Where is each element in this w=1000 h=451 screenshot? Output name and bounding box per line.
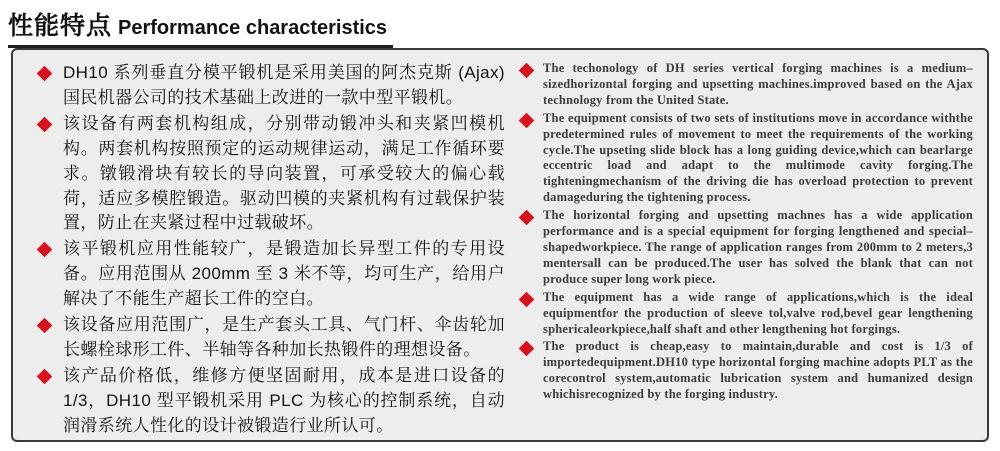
diamond-bullet-icon: [37, 66, 53, 82]
page-title-chinese: 性能特点: [8, 12, 113, 40]
diamond-bullet-icon: [519, 210, 535, 226]
feature-text-en: The horizontal forging and upsetting machnes has a wide application performance and is a special equipment for forging lengthened and special–shapedworkpiece. The range of application ranges from 200mm to 2 meters,3 mentersall can be produced.The user has solved the blank that can not produce super long work piece.: [543, 208, 973, 286]
feature-item-zh: [37, 112, 505, 237]
feature-text-en: The techonology of DH series vertical forging machines is a medium–sizedhorizontal forging and upsetting machines.improved based on the Ajax technology from the United State.: [543, 61, 973, 107]
feature-text-en: The equipment has a wide range of applications,which is the ideal equipmentfor the production of sleeve tol,valve rod,bevel gear lengthening sphericaleorkpiece,half shaft and other lengthening hot forgings.: [543, 289, 973, 336]
chinese-column: [37, 61, 505, 440]
diamond-bullet-icon: [519, 341, 535, 357]
feature-text-zh: 该设备应用范围广，是生产套头工具、气门杆、伞齿轮加长螺栓球形工件、半轴等各种加长热锻件的理想设备。: [63, 315, 505, 359]
feature-item-en: [521, 290, 973, 338]
feature-text-en: The equipment consists of two sets of institutions move in accordance withthe predetermined rules of movement to meet the requirements of the working cycle.The upseting slide block has a long guiding device,which can bearlarge eccentric load and adapt to the multimode cavity forging.The tighteningmechanism of the driving die has overload protection to prevent damageduring the tightening process.: [543, 110, 973, 205]
page-title: [8, 5, 393, 48]
feature-text-en: The product is cheap,easy to maintain,durable and cost is 1/3 of importedequipment.DH10 type horizontal forging machine adopts PLT as the corecontrol system,automatic lubrication system and humanized design whichisrecognized by the forging industry.: [543, 339, 973, 402]
diamond-bullet-icon: [519, 63, 535, 79]
english-column: [521, 61, 973, 440]
feature-text-zh: 该平锻机应用性能较广，是锻造加长异型工件的专用设备。应用范围从 200mm 至 3 米不等，均可生产，给用户解决了不能生产超长工件的空白。: [63, 239, 505, 309]
feature-item-en: [521, 111, 973, 206]
diamond-bullet-icon: [519, 112, 535, 128]
feature-text-zh: DH10 系列垂直分模平锻机是采用美国的阿杰克斯 (Ajax) 国民机器公司的技术基础上改进的一款中型平锻机。: [63, 63, 505, 107]
feature-text-zh: 该设备有两套机构组成，分别带动锻冲头和夹紧凹模机构。两套机构按照预定的运动规律运动，满足工作循环要求。镦锻滑块有较长的导向装置，可承受较大的偏心载荷，适应多模腔锻造。驱动凹模的夹紧机构有过载保护装置，防止在夹紧过程中过载破坏。: [63, 113, 505, 233]
diamond-bullet-icon: [37, 242, 53, 258]
feature-text-zh: 该产品价格低，维修方便坚固耐用，成本是进口设备的 1/3，DH10 型平锻机采用 PLC 为核心的控制系统，自动润滑系统人性化的设计被锻造行业所认可。: [63, 365, 505, 435]
feature-item-en: [521, 61, 973, 109]
feature-item-zh: [37, 237, 505, 312]
page-header: [0, 0, 1000, 48]
feature-item-en: [521, 208, 973, 288]
diamond-bullet-icon: [37, 369, 53, 385]
diamond-bullet-icon: [519, 291, 535, 307]
diamond-bullet-icon: [37, 318, 53, 334]
feature-item-zh: [37, 61, 505, 111]
feature-item-en: [521, 339, 973, 403]
performance-panel: [11, 48, 989, 442]
feature-item-zh: [37, 364, 505, 439]
feature-item-zh: [37, 313, 505, 363]
diamond-bullet-icon: [37, 117, 53, 133]
page-title-english: Performance characteristics: [118, 17, 388, 39]
